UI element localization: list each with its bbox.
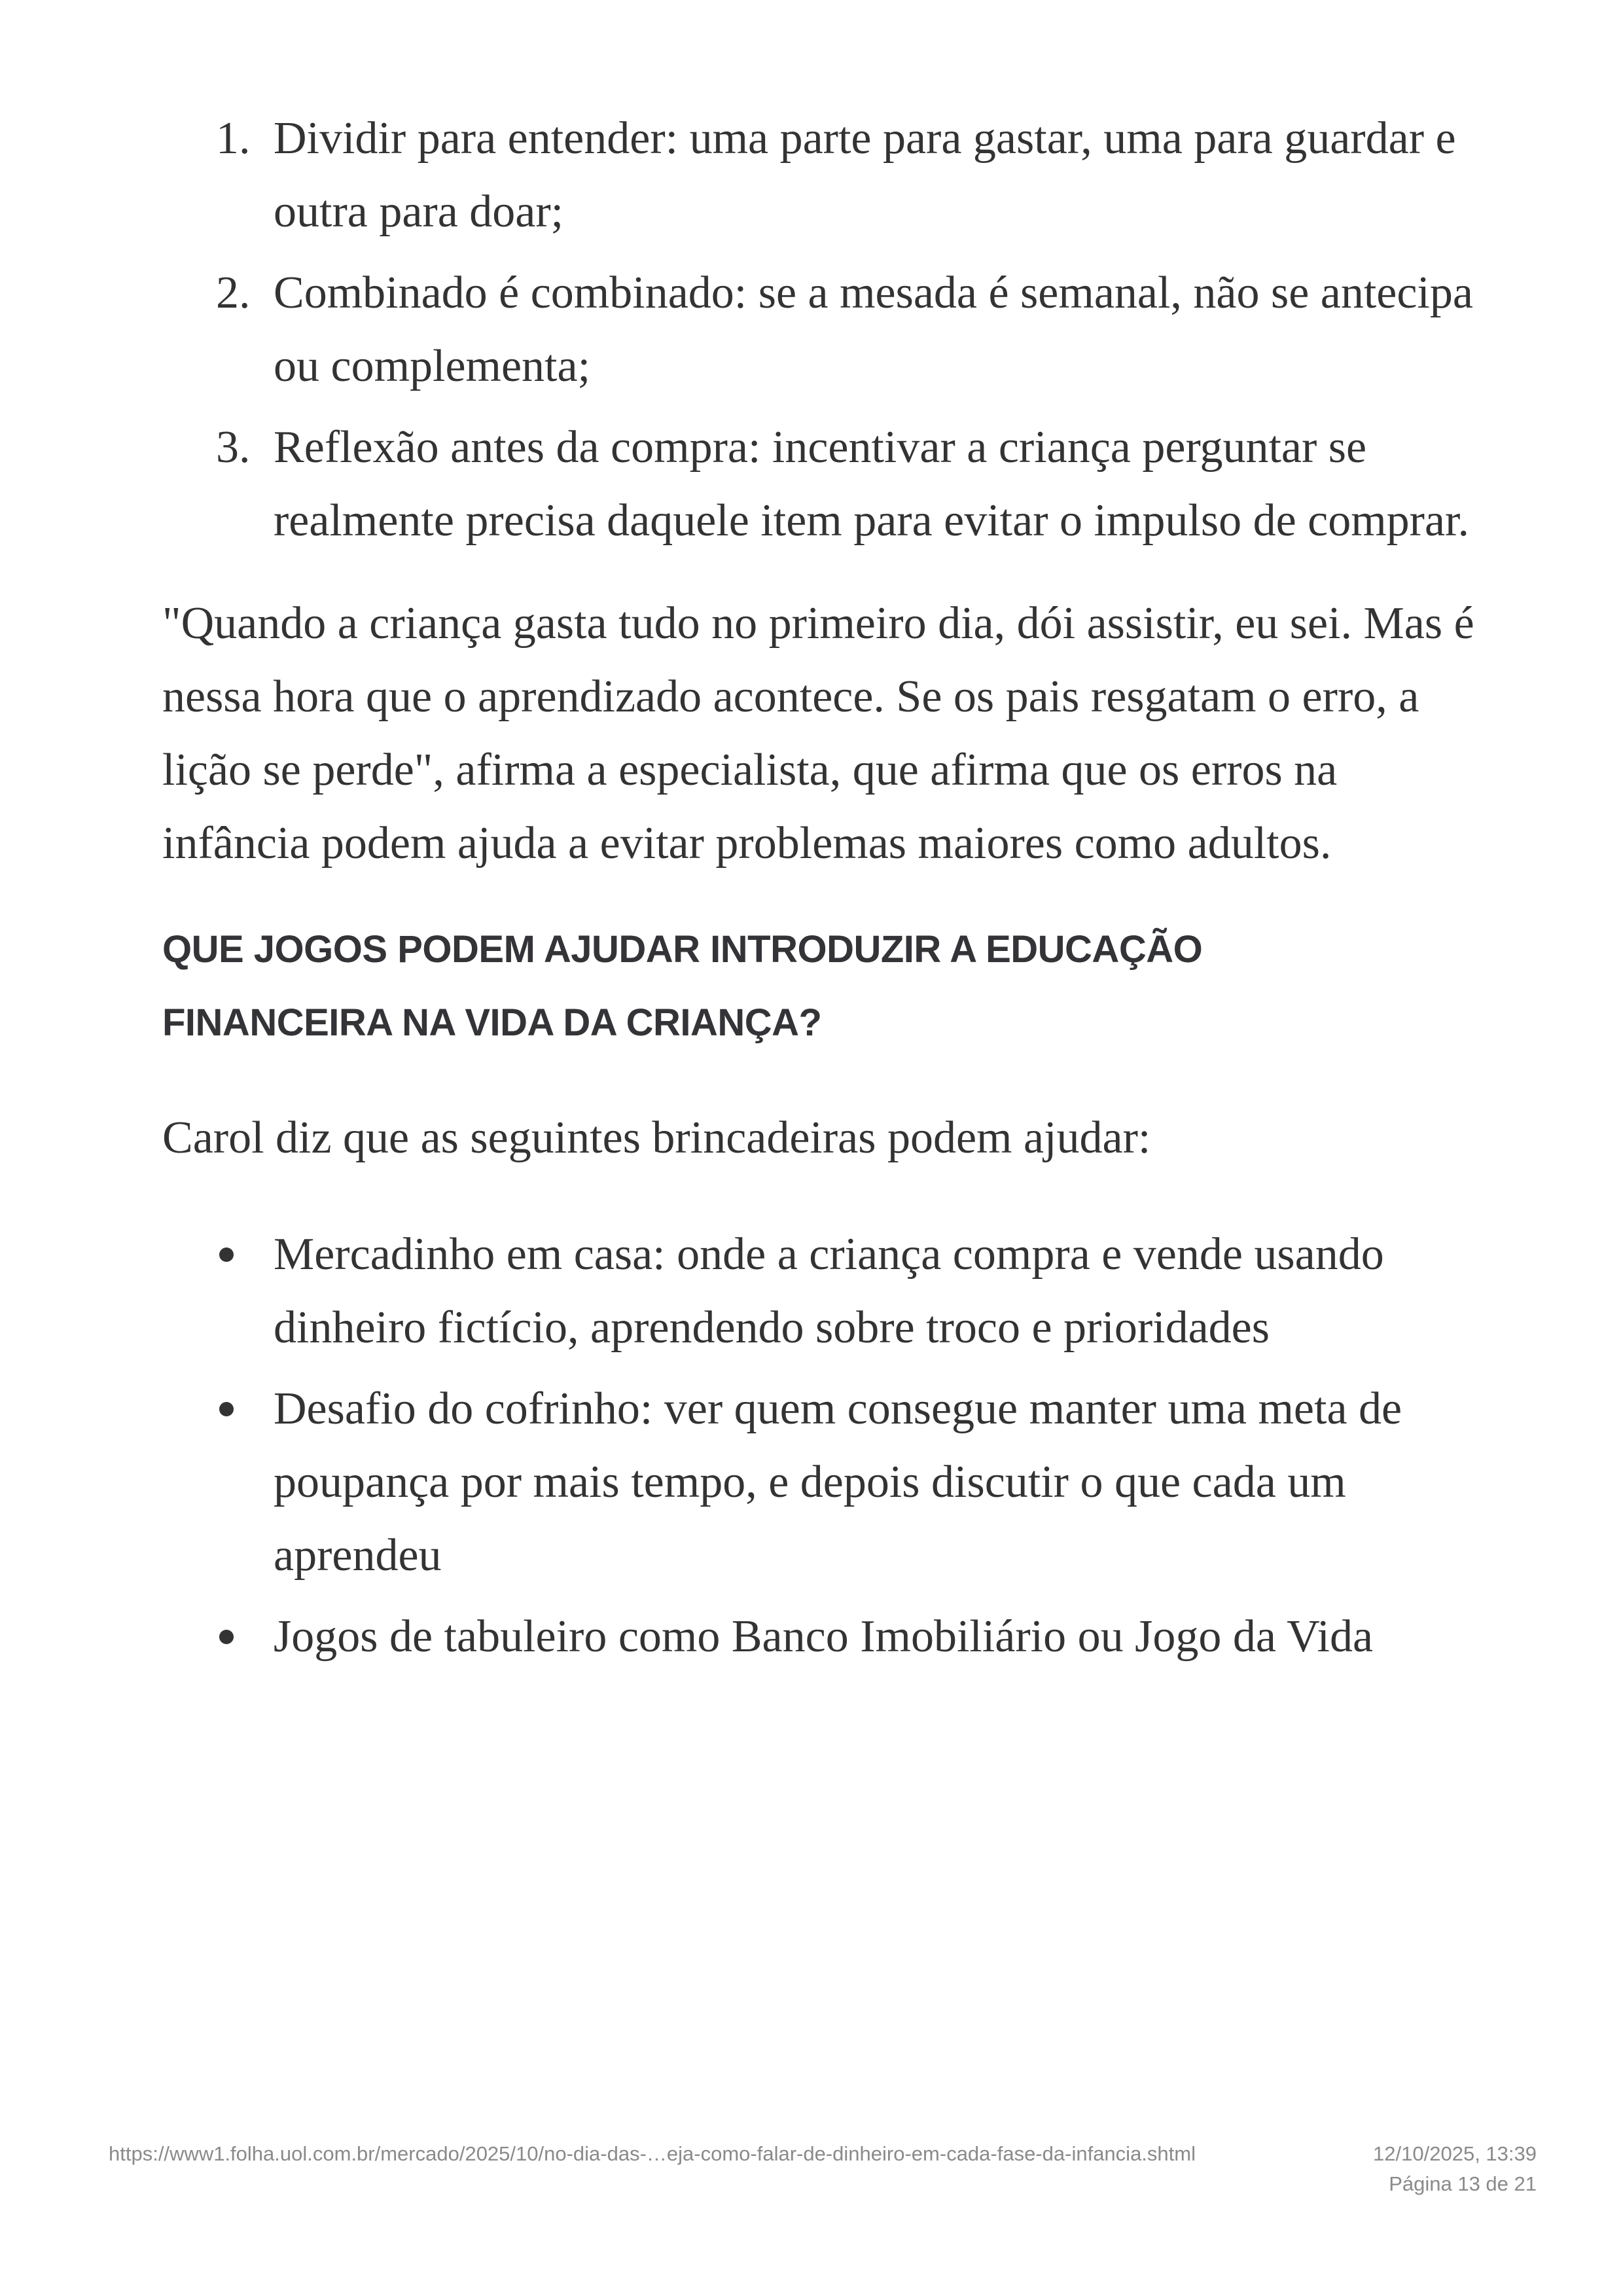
quote-paragraph: "Quando a criança gasta tudo no primeiro dia, dói assistir, eu sei. Mas é nessa hora que o aprendizado acontece. Se os pais resgatam o erro, a lição se perde", afirma a especialista, que afirma que os erros na infância podem ajuda a evitar problemas maiores como adultos.: [162, 598, 1474, 869]
article-content: [162, 0, 1479, 1681]
numbered-list-item: Combinado é combinado: se a mesada é semanal, não se antecipa ou complementa;: [274, 268, 1473, 391]
footer-meta: [1373, 2139, 1537, 2199]
numbered-list-item: Dividir para entender: uma parte para gastar, uma para guardar e outra para doar;: [274, 113, 1456, 237]
page-footer: [109, 2139, 1537, 2199]
numbered-list: [162, 102, 1479, 558]
footer-url: https://www1.folha.uol.com.br/mercado/2025/10/no-dia-das-…eja-como-falar-de-dinheiro-em-cada-fase-da-infancia.shtml: [109, 2142, 1196, 2165]
intro-paragraph: Carol diz que as seguintes brincadeiras podem ajudar:: [162, 1113, 1151, 1163]
numbered-list-item: Reflexão antes da compra: incentivar a criança perguntar se realmente precisa daquele item para evitar o impulso de comprar.: [274, 422, 1470, 546]
footer-datetime: 12/10/2025, 13:39: [1373, 2142, 1537, 2165]
bullet-list-item: Jogos de tabuleiro como Banco Imobiliário ou Jogo da Vida: [162, 1600, 1479, 1674]
bullet-list-item: Desafio do cofrinho: ver quem consegue manter uma meta de poupança por mais tempo, e depois discutir o que cada um aprendeu: [162, 1372, 1479, 1592]
bullet-list-item: Mercadinho em casa: onde a criança compra e vende usando dinheiro fictício, aprendendo sobre troco e prioridades: [162, 1218, 1479, 1365]
footer-page-number: Página 13 de 21: [1389, 2172, 1537, 2195]
bullet-list: [162, 1218, 1479, 1674]
section-heading: QUE JOGOS PODEM AJUDAR INTRODUZIR A EDUCAÇÃO FINANCEIRA NA VIDA DA CRIANÇA?: [162, 928, 1203, 1044]
